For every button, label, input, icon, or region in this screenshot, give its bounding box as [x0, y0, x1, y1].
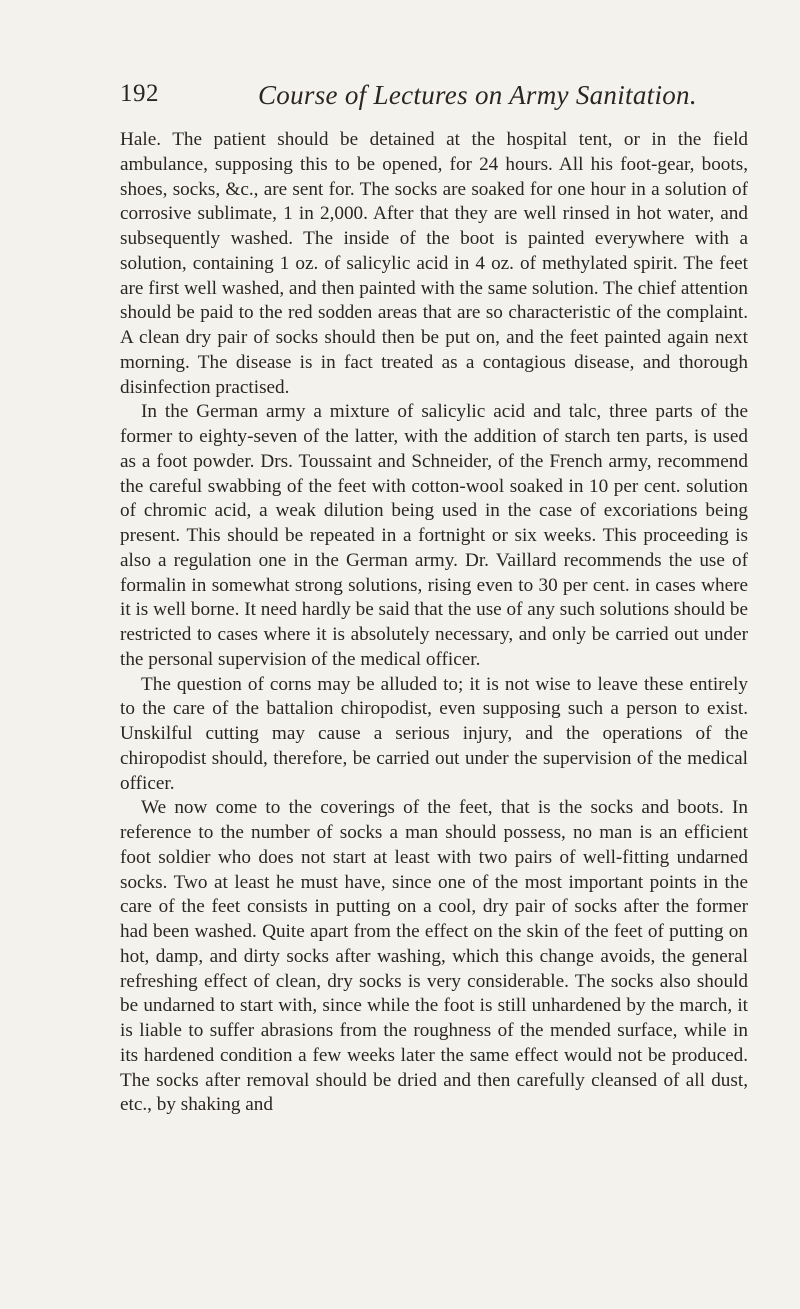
- paragraph-hale-treatment: Hale. The patient should be detained at the hospital tent, or in the field ambulance, supposing this to be opened, for 24 hours. All his foot-gear, boots, shoes, socks, &c., are sent for. The socks are soaked for one hour in a solution of corrosive sublimate, 1 in 2,000. After that they are well rinsed in hot water, and subsequently washed. The inside of the boot is painted everywhere with a solution, containing 1 oz. of salicylic acid in 4 oz. of methylated spirit. The feet are first well washed, and then painted with the same solution. The chief attention should be paid to the red sodden areas that are so characteristic of the complaint. A clean dry pair of socks should then be put on, and the feet painted again next morning. The disease is in fact treated as a contagious disease, and thorough disinfection practised.: [120, 129, 748, 398]
- paragraph-foot-powder: In the German army a mixture of salicylic acid and talc, three parts of the former to eighty-seven of the latter, with the addition of starch ten parts, is used as a foot powder. Drs. Toussaint and Schneider, of the French army, recommend the careful swabbing of the feet with cotton-wool soaked in 10 per cent. solution of chromic acid, a weak dilution being used in the case of excoriations being present. This should be repeated in a fortnight or six weeks. This proceeding is also a regulation one in the German army. Dr. Vaillard recommends the use of formalin in somewhat strong solutions, rising even to 30 per cent. in cases where it is well borne. It need hardly be said that the use of any such solutions should be restricted to cases where it is absolutely necessary, and only be carried out under the personal supervision of the medical officer.: [120, 401, 748, 670]
- page-number: 192: [120, 80, 159, 107]
- running-title: Course of Lectures on Army Sanitation.: [258, 80, 697, 110]
- paragraph-corns: The question of corns may be alluded to; it is not wise to leave these entirely to the care of the battalion chiropodist, even supposing such a person to exist. Unskilful cutting may cause a serious injury, and the operations of the chiropodist should, therefore, be carried out under the supervision of the medical officer.: [120, 673, 748, 794]
- running-head: [120, 80, 740, 120]
- body-text: [120, 128, 748, 1118]
- paragraph-socks-and-boots: We now come to the coverings of the feet, that is the socks and boots. In reference to the number of socks a man should possess, no man is an efficient foot soldier who does not start at least with two pairs of well-fitting undarned socks. Two at least he must have, since one of the most important points in the care of the feet consists in putting on a cool, dry pair of socks after the former had been washed. Quite apart from the effect on the skin of the feet of putting on hot, damp, and dirty socks after washing, which this change avoids, the general refreshing effect of clean, dry socks is very considerable. The socks also should be undarned to start with, since while the foot is still unhardened by the march, it is liable to suffer abrasions from the roughness of the mended surface, while in its hardened condition a few weeks later the same effect would not be produced. The socks after removal should be dried and then carefully cleansed of all dust, etc., by shaking and: [120, 797, 748, 1116]
